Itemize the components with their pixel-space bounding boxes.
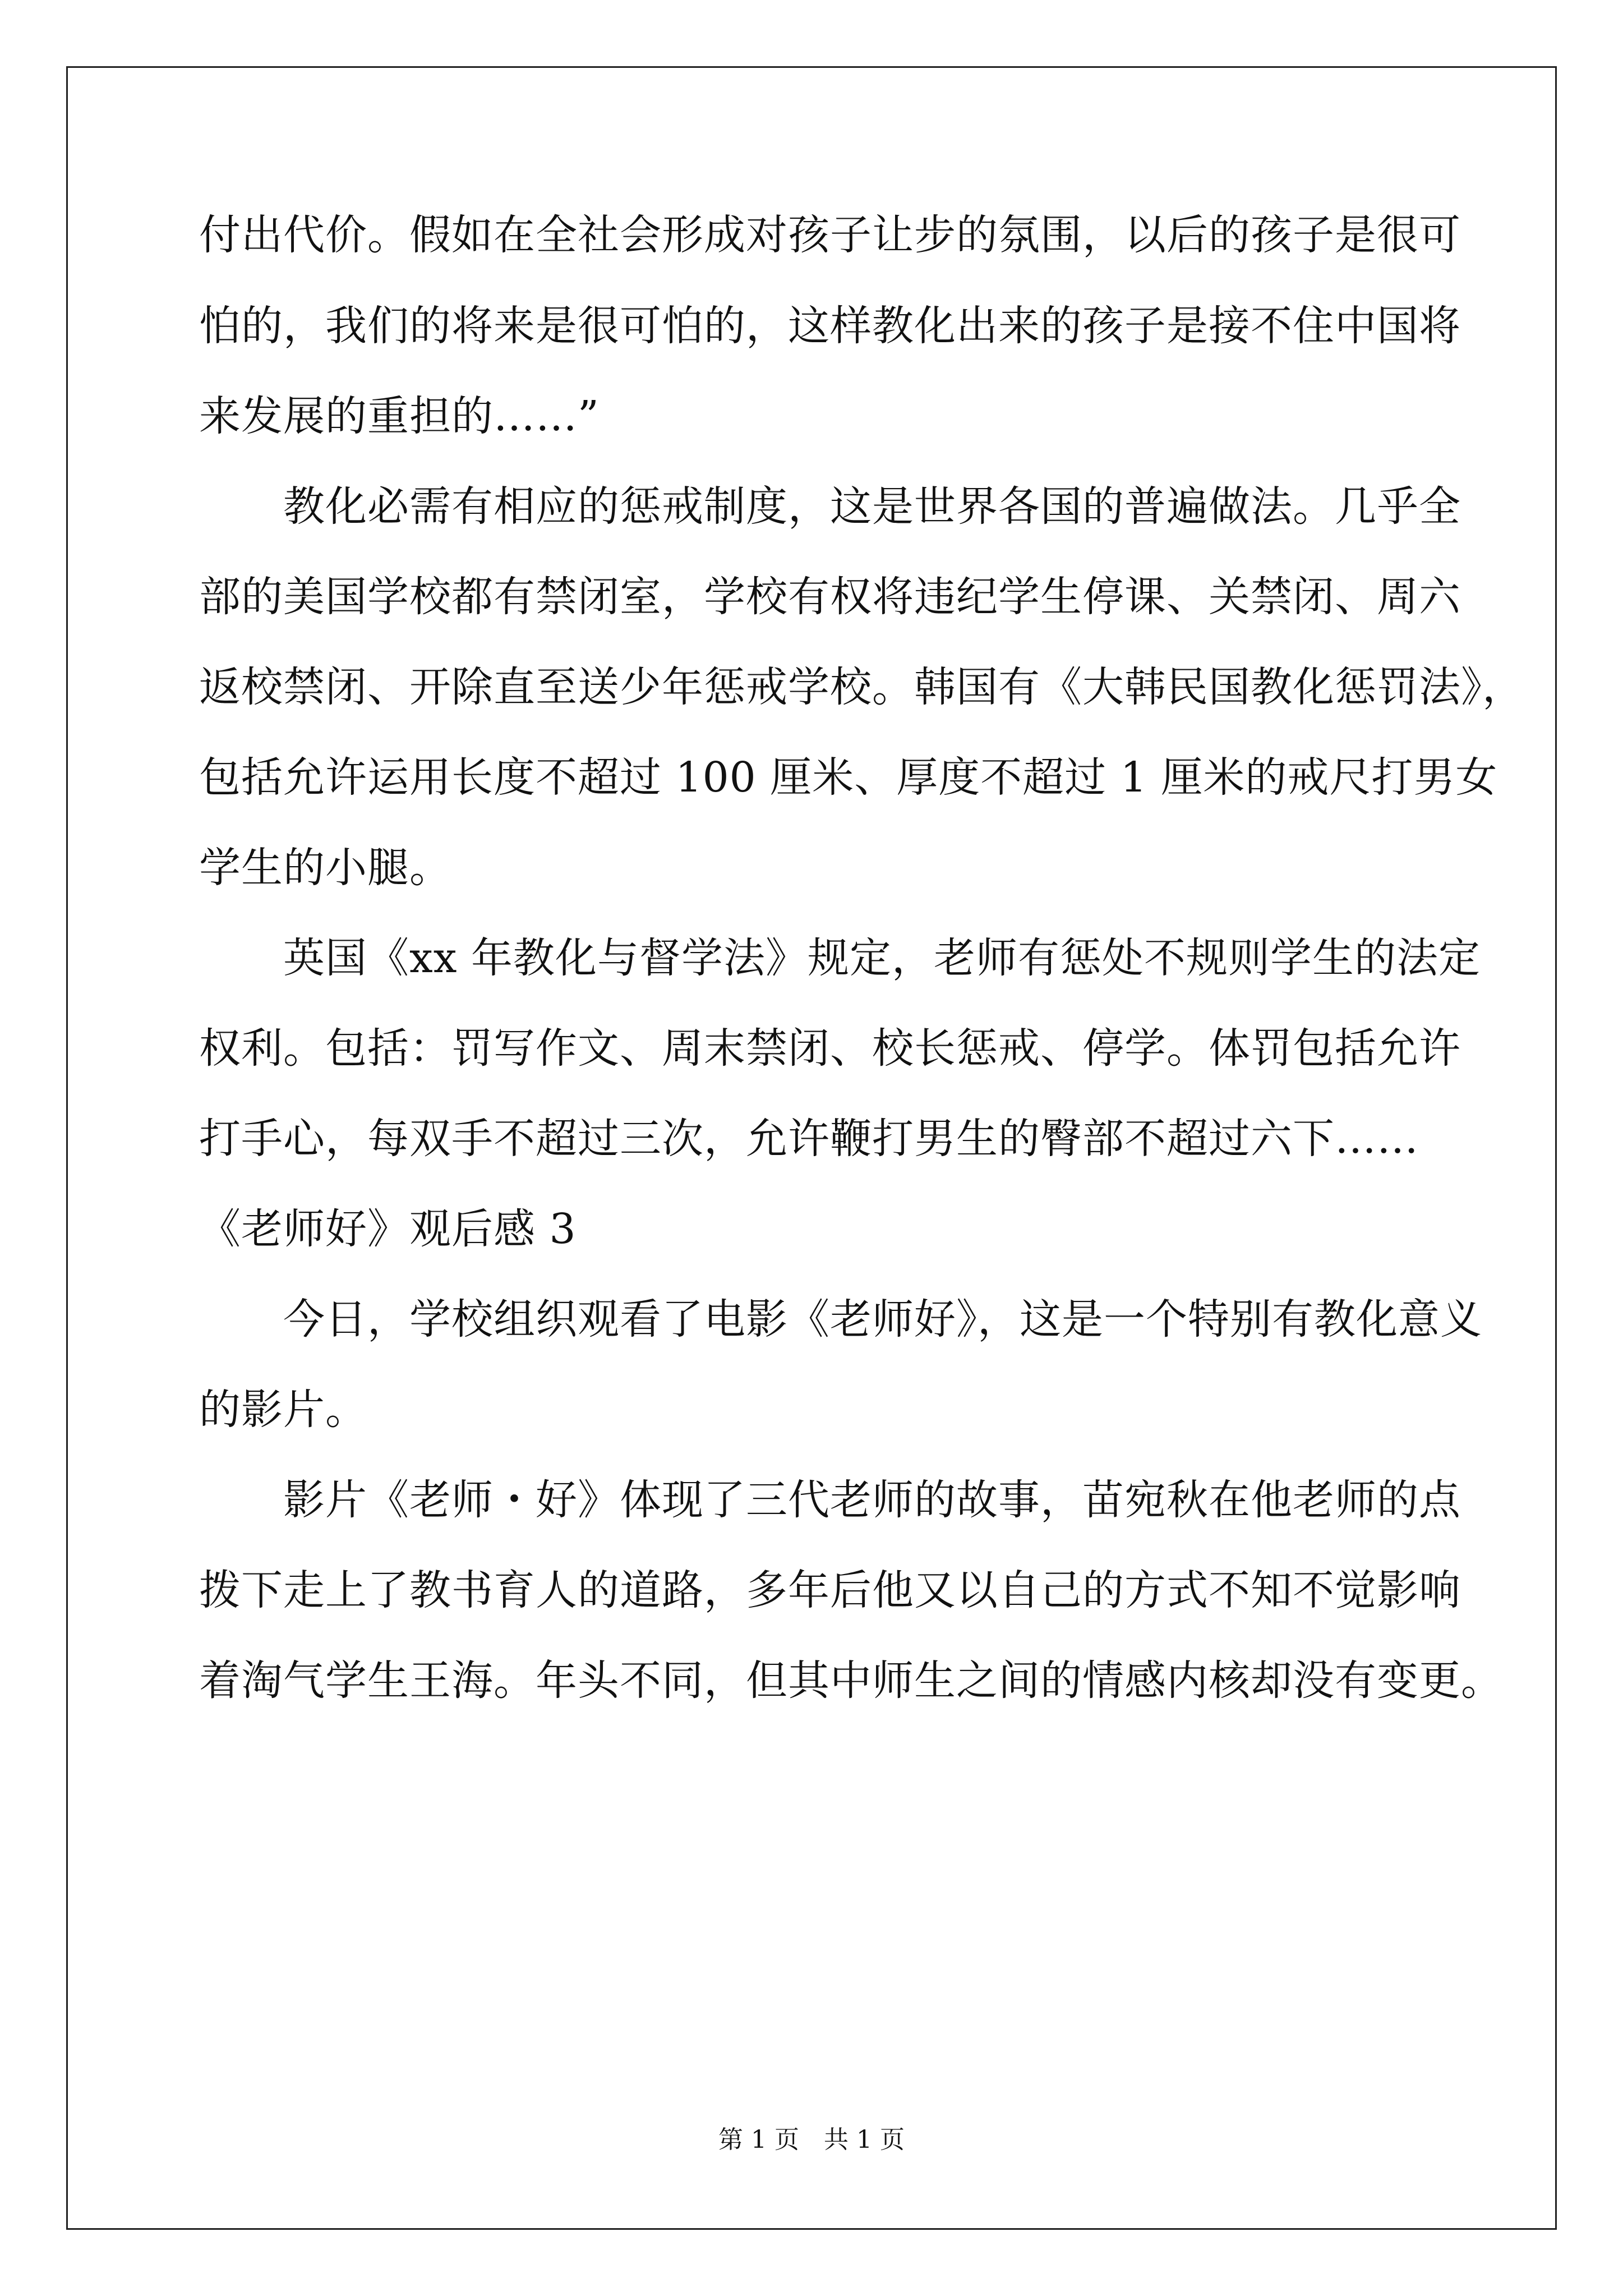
text-line: 着淘气学生王海。年头不同，但其中师生之间的情感内核却没有变更。	[199, 1657, 1503, 1705]
text-line: 包括允许运用长度不超过 100 厘米、厚度不超过 1 厘米的戒尺打男女	[199, 753, 1498, 802]
text-line: 英国《xx 年教化与督学法》规定，老师有惩处不规则学生的法定	[199, 934, 1481, 982]
text-line: 权利。包括：罚写作文、周末禁闭、校长惩戒、停学。体罚包括允许	[199, 1024, 1461, 1073]
page-footer: 第 1 页 共 1 页	[718, 2125, 905, 2154]
text-line: 拨下走上了教书育人的道路，多年后他又以自己的方式不知不觉影响	[199, 1566, 1461, 1614]
text-line: 影片《老师・好》体现了三代老师的故事，苗宛秋在他老师的点	[199, 1476, 1461, 1524]
text-line: 怕的，我们的将来是很可怕的，这样教化出来的孩子是接不住中国将	[199, 302, 1461, 350]
text-line: 打手心，每双手不超过三次，允许鞭打男生的臀部不超过六下……	[199, 1115, 1419, 1163]
text-line: 来发展的重担的……”	[199, 392, 600, 440]
text-line: 返校禁闭、开除直至送少年惩戒学校。韩国有《大韩民国教化惩罚法》，	[199, 663, 1524, 711]
text-line: 教化必需有相应的惩戒制度，这是世界各国的普遍做法。几乎全	[199, 482, 1461, 531]
text-line: 学生的小腿。	[199, 844, 451, 892]
section-heading: 《老师好》观后感 3	[199, 1205, 577, 1253]
text-line: 付出代价。假如在全社会形成对孩子让步的氛围，以后的孩子是很可	[199, 211, 1461, 259]
text-line: 部的美国学校都有禁闭室，学校有权将违纪学生停课、关禁闭、周六	[199, 573, 1461, 621]
text-line: 的影片。	[199, 1386, 367, 1434]
text-line: 今日，学校组织观看了电影《老师好》，这是一个特别有教化意义	[199, 1295, 1482, 1343]
